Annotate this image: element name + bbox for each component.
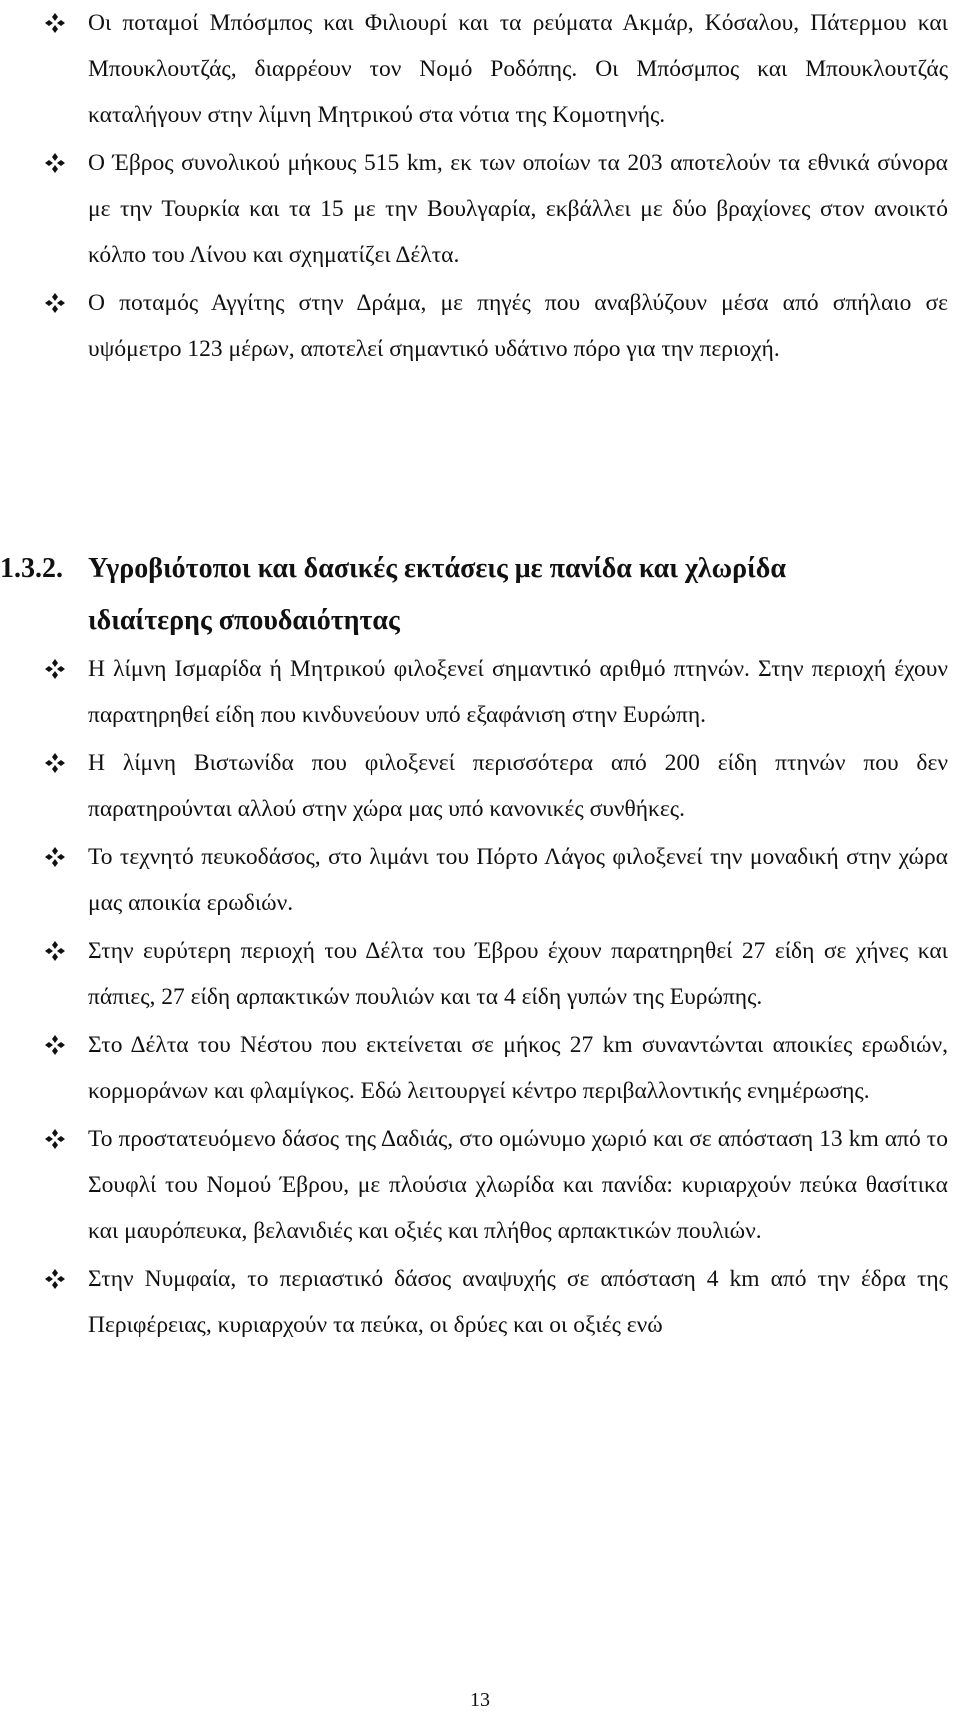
list-item (0, 1116, 960, 1254)
section-title-line1: Υγροβιότοποι και δασικές εκτάσεις με πανίδα και χλωρίδα (88, 553, 786, 585)
list-item-text: Η λίμνη Ισμαρίδα ή Μητρικού φιλοξενεί σημαντικό αριθμό πτηνών. Στην περιοχή έχουν παρατηρηθεί είδη που κινδυνεύουν υπό εξαφάνιση στην Ευρώπη. (88, 656, 948, 728)
list-item (0, 1256, 960, 1348)
list-item-text: Ο ποταμός Αγγίτης στην Δράμα, με πηγές που αναβλύζουν μέσα από σπήλαιο σε υψόμετρο 123 μέρων, αποτελεί σημαντικό υδάτινο πόρο για την περιοχή. (88, 290, 948, 362)
four-diamond-bullet-icon (44, 1268, 66, 1290)
list-item (0, 740, 960, 832)
four-diamond-bullet-icon (44, 12, 66, 34)
list-item (0, 140, 960, 278)
list-item (0, 928, 960, 1020)
section-number: 1.3.2. (0, 553, 63, 585)
list-item (0, 646, 960, 738)
four-diamond-bullet-icon (44, 1034, 66, 1056)
four-diamond-bullet-icon (44, 292, 66, 314)
four-diamond-bullet-icon (44, 1128, 66, 1150)
list-item-text: Το προστατευόμενο δάσος της Δαδιάς, στο ομώνυμο χωριό και σε απόσταση 13 km από το Σουφλί του Νομού Έβρου, με πλούσια χλωρίδα και πανίδα: κυριαρχούν πεύκα θασίτικα και μαυρόπευκα, βελανιδιές και οξιές και πλήθος αρπακτικών πουλιών. (88, 1126, 948, 1244)
list-item-text: Η λίμνη Βιστωνίδα που φιλοξενεί περισσότερα από 200 είδη πτηνών που δεν παρατηρούνται αλλού στην χώρα μας υπό κανονικές συνθήκες. (88, 750, 948, 822)
section-title-line2: ιδιαίτερης σπουδαιότητας (88, 605, 400, 637)
list-item (0, 280, 960, 372)
list-item-text: Οι ποταμοί Μπόσμπος και Φιλιουρί και τα ρεύματα Ακμάρ, Κόσαλου, Πάτερμου και Μπουκλουτζάς, διαρρέουν τον Νομό Ροδόπης. Οι Μπόσμπος και Μπουκλουτζάς καταλήγουν στην λίμνη Μητρικού στα νότια της Κομοτηνής. (88, 10, 948, 128)
four-diamond-bullet-icon (44, 846, 66, 868)
section-heading (0, 543, 960, 647)
list-item-text: Στην Νυμφαία, το περιαστικό δάσος αναψυχής σε απόσταση 4 km από την έδρα της Περιφέρειας, κυριαρχούν τα πεύκα, οι δρύες και οι οξιές ενώ (88, 1266, 948, 1338)
list-item-text: Στην ευρύτερη περιοχή του Δέλτα του Έβρου έχουν παρατηρηθεί 27 είδη σε χήνες και πάπιες, 27 είδη αρπακτικών πουλιών και τα 4 είδη γυπών της Ευρώπης. (88, 938, 948, 1010)
rivers-bullet-list (0, 0, 960, 372)
four-diamond-bullet-icon (44, 940, 66, 962)
list-item (0, 0, 960, 138)
four-diamond-bullet-icon (44, 752, 66, 774)
page-number: 13 (470, 1689, 490, 1711)
list-item (0, 834, 960, 926)
list-item-text: Ο Έβρος συνολικού μήκους 515 km, εκ των οποίων τα 203 αποτελούν τα εθνικά σύνορα με την Τουρκία και τα 15 με την Βουλγαρία, εκβάλλει με δύο βραχίονες στον ανοικτό κόλπο του Λίνου και σχηματίζει Δέλτα. (88, 150, 948, 268)
four-diamond-bullet-icon (44, 658, 66, 680)
list-item-text: Στο Δέλτα του Νέστου που εκτείνεται σε μήκος 27 km συναντώνται αποικίες ερωδιών, κορμοράνων και φλαμίγκος. Εδώ λειτουργεί κέντρο περιβαλλοντικής ενημέρωσης. (88, 1032, 948, 1104)
four-diamond-bullet-icon (44, 152, 66, 174)
list-item-text: Το τεχνητό πευκοδάσος, στο λιμάνι του Πόρτο Λάγος φιλοξενεί την μοναδική στην χώρα μας αποικία ερωδιών. (88, 844, 948, 916)
list-item (0, 1022, 960, 1114)
wetlands-bullet-list (0, 646, 960, 1348)
